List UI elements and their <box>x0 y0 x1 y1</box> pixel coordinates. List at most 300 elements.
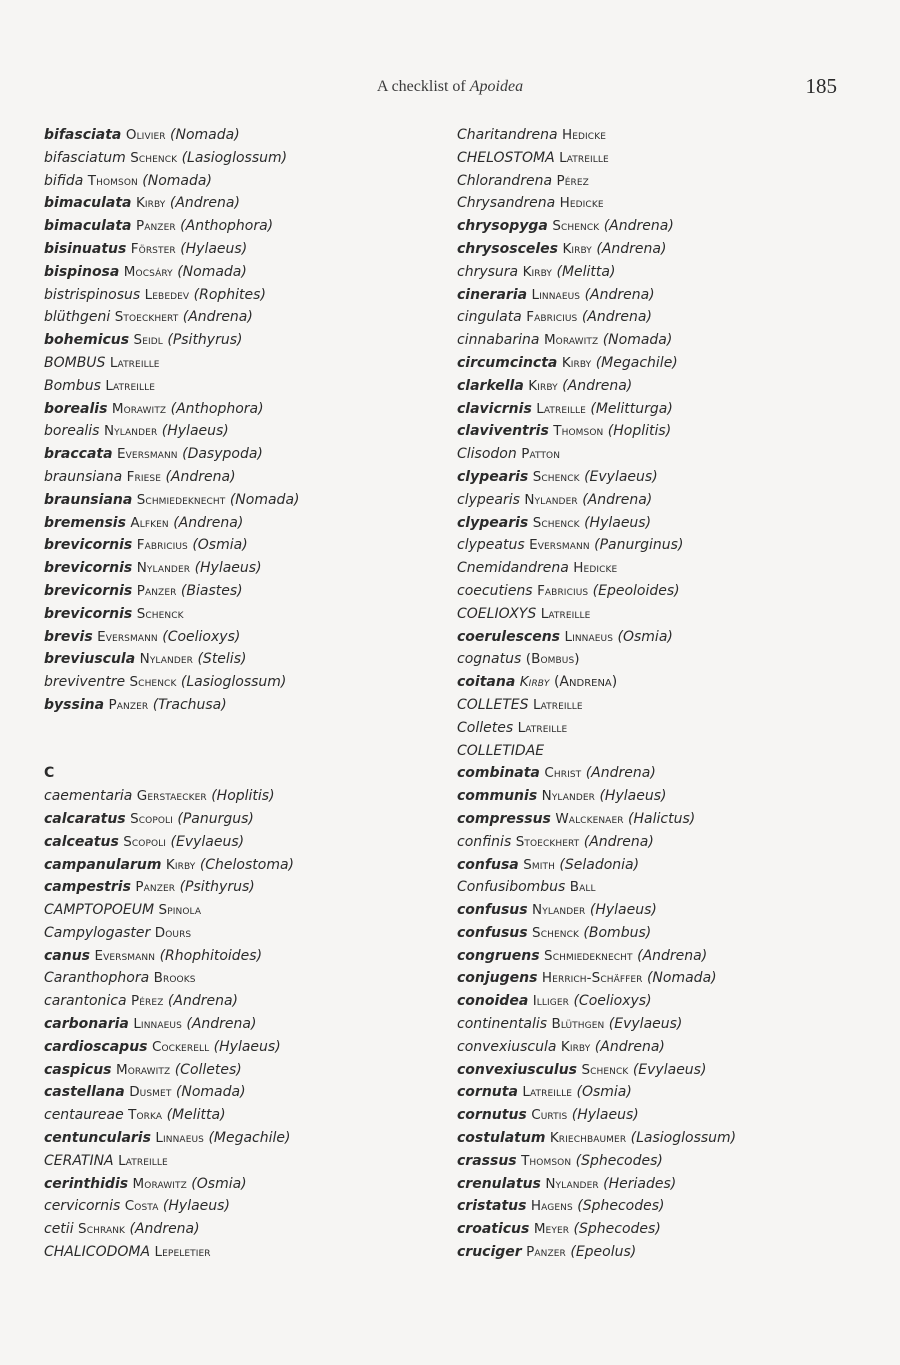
taxon-author: Lepeletier <box>154 1244 211 1261</box>
checklist-entry <box>457 876 877 899</box>
taxon-author: Thomson <box>521 1152 572 1169</box>
taxon-name: confinis <box>457 833 512 850</box>
checklist-entry <box>44 694 444 717</box>
taxon-genus: (Melitta) <box>166 1107 226 1124</box>
checklist-entry <box>44 603 444 626</box>
taxon-author: Stoeckhert <box>114 309 179 326</box>
taxon-author: Kriechbaumer <box>549 1130 627 1147</box>
checklist-entry <box>457 261 877 284</box>
checklist-entry <box>44 375 444 398</box>
checklist-entry <box>457 306 877 329</box>
taxon-genus: (Nomada) <box>646 970 717 987</box>
checklist-entry <box>457 512 877 535</box>
taxon-author: Latreille <box>109 354 160 371</box>
checklist-entry <box>457 192 877 215</box>
taxon-name: braccata <box>44 446 113 463</box>
taxon-genus: (Biastes) <box>180 582 243 599</box>
taxon-genus: (Hoplitis) <box>211 788 275 805</box>
checklist-entry <box>44 1104 444 1127</box>
taxon-name: clypearis <box>457 514 529 531</box>
checklist-entry <box>457 534 877 557</box>
taxon-author: Herrich-Schäffer <box>541 970 643 987</box>
taxon-genus: (Andrena) <box>169 195 240 212</box>
taxon-author: Kirby <box>522 263 553 280</box>
checklist-entry <box>457 854 877 877</box>
checklist-entry <box>44 1059 444 1082</box>
taxon-name: coecutiens <box>457 582 533 599</box>
taxon-author: (Bombus) <box>525 651 580 668</box>
taxon-author: Blüthgen <box>551 1016 605 1033</box>
checklist-entry <box>44 1173 444 1196</box>
taxon-genus: (Melitturga) <box>590 400 673 417</box>
checklist-entry <box>44 443 444 466</box>
taxon-genus: (Evylaeus) <box>584 468 658 485</box>
taxon-name: Colletes <box>457 719 514 736</box>
taxon-author: Nylander <box>103 423 158 440</box>
taxon-author: Latreille <box>105 377 156 394</box>
taxon-genus: (Osmia) <box>192 537 248 554</box>
taxon-author: Schmiedeknecht <box>544 947 633 964</box>
checklist-entry <box>44 466 444 489</box>
taxon-name: brevicornis <box>44 605 133 622</box>
checklist-entry <box>44 124 444 147</box>
taxon-author: Friese <box>126 468 161 485</box>
taxon-author: Linnaeus <box>531 286 581 303</box>
taxon-name: borealis <box>44 400 108 417</box>
checklist-entry <box>457 785 877 808</box>
taxon-name: campanularum <box>44 856 162 873</box>
taxon-name: combinata <box>457 765 540 782</box>
checklist-entry <box>457 603 877 626</box>
taxon-genus: (Osmia) <box>617 628 673 645</box>
taxon-name: brevis <box>44 628 93 645</box>
running-title <box>0 78 900 96</box>
checklist-entry <box>44 238 444 261</box>
checklist-entry <box>44 215 444 238</box>
page-number: 185 <box>805 74 837 98</box>
taxon-author: Eversmann <box>94 947 156 964</box>
taxon-author: Patton <box>521 446 561 463</box>
taxon-genus: (Sphecodes) <box>573 1221 661 1238</box>
taxon-author: Schenck <box>130 149 178 166</box>
taxon-name: circumcincta <box>457 354 558 371</box>
taxon-name: cognatus <box>457 651 522 668</box>
checklist-entry <box>457 671 877 694</box>
checklist-entry <box>457 1104 877 1127</box>
running-title-prefix: A checklist of <box>376 78 470 95</box>
taxon-name: braunsiana <box>44 468 123 485</box>
taxon-author: Scopoli <box>123 833 167 850</box>
taxon-genus: (Andrena) <box>583 833 654 850</box>
taxon-genus: (Hylaeus) <box>162 1198 230 1215</box>
checklist-entry <box>457 1036 877 1059</box>
taxon-genus: (Evylaeus) <box>608 1016 683 1033</box>
taxon-genus: (Andrena) <box>186 1016 257 1033</box>
taxon-genus: (Lasioglossum) <box>630 1130 737 1147</box>
taxon-author: Latreille <box>118 1152 168 1169</box>
checklist-entry <box>44 785 444 808</box>
checklist-entry <box>457 648 877 671</box>
taxon-name: bifasciata <box>44 127 122 143</box>
taxon-genus: (Andrena) <box>562 377 633 394</box>
taxon-name: bremensis <box>44 514 126 531</box>
taxon-name: bifida <box>44 172 84 189</box>
taxon-author: Schenck <box>581 1061 629 1078</box>
taxon-name: borealis <box>44 423 100 440</box>
taxon-name: bisinuatus <box>44 240 127 257</box>
checklist-entry <box>44 1127 444 1150</box>
running-title-taxon: Apoidea <box>469 78 524 95</box>
taxon-author: Latreille <box>536 400 586 417</box>
taxon-name: clarkella <box>457 377 524 394</box>
checklist-entry <box>44 489 444 512</box>
taxon-name: campestris <box>44 879 131 896</box>
taxon-genus: (Osmia) <box>191 1175 247 1192</box>
taxon-name: caementaria <box>44 788 133 805</box>
taxon-author: Pérez <box>556 172 589 189</box>
taxon-author: Fabricius <box>526 309 578 326</box>
taxon-author: Latreille <box>559 149 609 166</box>
checklist-entry <box>44 762 444 785</box>
checklist-entry <box>457 420 877 443</box>
checklist-entry <box>44 1036 444 1059</box>
taxon-name: CHELOSTOMA <box>457 149 555 166</box>
taxon-genus: (Panurgus) <box>177 810 254 827</box>
taxon-author: Panzer <box>108 696 149 713</box>
checklist-entry <box>44 1195 444 1218</box>
checklist-entry <box>457 626 877 649</box>
taxon-genus: (Anthophora) <box>170 400 264 417</box>
checklist-entry <box>44 967 444 990</box>
taxon-name: convexiusculus <box>457 1061 577 1078</box>
taxon-author: Panzer <box>136 582 177 599</box>
taxon-genus: (Hylaeus) <box>213 1038 281 1055</box>
page-header <box>0 76 900 100</box>
taxon-name: continentalis <box>457 1016 548 1033</box>
checklist-entry <box>44 534 444 557</box>
taxon-genus: (Andrena) <box>637 947 708 964</box>
taxon-author: Smith <box>523 856 555 873</box>
taxon-name: crassus <box>457 1152 517 1169</box>
taxon-author: Latreille <box>522 1084 573 1101</box>
taxon-genus: (Andrena) <box>582 491 653 508</box>
taxon-name: COLLETIDAE <box>457 742 545 759</box>
taxon-author: Fabricius <box>136 537 188 554</box>
taxon-author: Torka <box>128 1107 163 1124</box>
taxon-name: cineraria <box>457 286 528 303</box>
taxon-author: Morawitz <box>543 332 599 349</box>
taxon-name: croaticus <box>457 1221 530 1238</box>
taxon-author: Dusmet <box>129 1084 172 1101</box>
taxon-name: coerulescens <box>457 628 561 645</box>
taxon-genus: (Halictus) <box>628 810 696 827</box>
taxon-author: Linnaeus <box>155 1130 204 1147</box>
taxon-name: CERATINA <box>44 1152 114 1169</box>
taxon-author: Nylander <box>136 560 191 577</box>
taxon-name: Confusibombus <box>457 879 566 896</box>
taxon-genus: (Andrena) <box>584 286 655 303</box>
taxon-author: Cockerell <box>151 1038 210 1055</box>
taxon-genus: (Evylaeus) <box>170 833 245 850</box>
checklist-entry <box>457 580 877 603</box>
taxon-author: Schenck <box>532 514 580 531</box>
taxon-name: Campylogaster <box>44 924 151 941</box>
taxon-genus: (Nomada) <box>170 127 240 143</box>
taxon-genus: (Bombus) <box>583 924 652 941</box>
taxon-name: castellana <box>44 1084 125 1101</box>
checklist-entry <box>44 1013 444 1036</box>
taxon-genus: (Andrena) <box>167 993 239 1010</box>
taxon-author: Kirby <box>519 674 550 691</box>
taxon-name: Caranthophora <box>44 970 150 987</box>
taxon-genus: (Stelis) <box>197 651 247 668</box>
taxon-name: bimaculata <box>44 195 132 212</box>
checklist-entry <box>457 1013 877 1036</box>
checklist-entry <box>44 648 444 671</box>
checklist-entry <box>457 808 877 831</box>
taxon-genus: (Hylaeus) <box>180 240 248 257</box>
checklist-entry <box>457 717 877 740</box>
section-heading: C <box>44 765 55 782</box>
taxon-genus: (Lasioglossum) <box>181 149 288 166</box>
taxon-name: conjugens <box>457 970 538 987</box>
taxon-author: Ball <box>569 879 596 896</box>
taxon-name: cardioscapus <box>44 1038 148 1055</box>
checklist-entry <box>457 762 877 785</box>
taxon-genus: (Hoplitis) <box>607 423 672 440</box>
checklist-entry <box>44 922 444 945</box>
taxon-genus: (Heriades) <box>603 1175 677 1192</box>
taxon-genus: (Andrena) <box>603 218 674 235</box>
checklist-entry <box>457 1059 877 1082</box>
taxon-genus: (Melitta) <box>556 263 616 280</box>
taxon-author: Olivier <box>125 127 166 143</box>
taxon-author: Christ <box>544 765 582 782</box>
taxon-author: Lebedev <box>144 286 190 303</box>
taxon-genus: (Andrena) <box>129 1221 200 1238</box>
checklist-entry <box>457 466 877 489</box>
checklist-entry <box>457 1081 877 1104</box>
taxon-author: Seidl <box>133 332 163 349</box>
checklist-entry <box>457 1173 877 1196</box>
taxon-name: communis <box>457 788 538 805</box>
taxon-genus: (Hylaeus) <box>599 788 667 805</box>
taxon-author: Latreille <box>540 605 591 622</box>
taxon-genus: (Trachusa) <box>152 696 227 713</box>
taxon-genus: (Colletes) <box>174 1061 242 1078</box>
checklist-entry <box>457 1241 877 1264</box>
taxon-genus: (Dasypoda) <box>182 446 263 463</box>
checklist-entry <box>457 215 877 238</box>
checklist-entry <box>44 831 444 854</box>
taxon-name: clypeatus <box>457 537 525 554</box>
taxon-name: byssina <box>44 696 105 713</box>
checklist-entry <box>457 922 877 945</box>
taxon-name: clypearis <box>457 491 520 508</box>
taxon-name: COLLETES <box>457 696 529 713</box>
checklist-entry <box>457 375 877 398</box>
taxon-genus: (Megachile) <box>595 354 678 371</box>
taxon-author: Morawitz <box>111 400 167 417</box>
taxon-name: carbonaria <box>44 1016 129 1033</box>
checklist-entry <box>457 489 877 512</box>
taxon-author: Morawitz <box>132 1175 187 1192</box>
checklist-entry <box>457 557 877 580</box>
taxon-name: breviuscula <box>44 651 136 668</box>
taxon-author: Nylander <box>532 902 586 919</box>
taxon-name: crenulatus <box>457 1175 541 1192</box>
taxon-author: Thomson <box>553 423 604 440</box>
taxon-author: Hedicke <box>559 195 604 212</box>
taxon-name: convexiuscula <box>457 1038 557 1055</box>
checklist-entry <box>44 990 444 1013</box>
taxon-name: bimaculata <box>44 218 132 235</box>
checklist-entry <box>457 1150 877 1173</box>
taxon-name: blüthgeni <box>44 309 111 326</box>
checklist-entry <box>44 899 444 922</box>
taxon-genus: (Epeolus) <box>570 1244 637 1261</box>
taxon-name: calcaratus <box>44 810 126 827</box>
taxon-genus: (Andrena) <box>553 674 618 691</box>
checklist-entry <box>457 990 877 1013</box>
taxon-name: carantonica <box>44 993 127 1010</box>
checklist-entry <box>44 557 444 580</box>
checklist-entry <box>44 1241 444 1264</box>
taxon-name: Chrysandrena <box>457 195 556 212</box>
taxon-name: coitana <box>457 674 516 691</box>
checklist-entry <box>44 1218 444 1241</box>
taxon-author: Scopoli <box>130 810 173 827</box>
taxon-author: Walckenaer <box>555 810 624 827</box>
blank-line <box>44 717 444 763</box>
taxon-genus: (Psithyrus) <box>167 332 243 349</box>
taxon-author: Linnaeus <box>564 628 614 645</box>
taxon-genus: (Nomada) <box>142 172 212 189</box>
taxon-author: Nylander <box>541 788 596 805</box>
checklist-entry <box>44 808 444 831</box>
taxon-name: costulatum <box>457 1130 546 1147</box>
checklist-entry <box>44 192 444 215</box>
taxon-author: Latreille <box>532 696 583 713</box>
taxon-author: Kirby <box>528 377 558 394</box>
taxon-name: conoidea <box>457 993 529 1010</box>
checklist-entry <box>44 1150 444 1173</box>
taxon-author: Stoeckhert <box>515 833 580 850</box>
taxon-genus: (Nomada) <box>175 1084 246 1101</box>
checklist-entry <box>44 420 444 443</box>
checklist-entry <box>44 626 444 649</box>
taxon-genus: (Nomada) <box>177 263 247 280</box>
taxon-name: caspicus <box>44 1061 112 1078</box>
taxon-genus: (Megachile) <box>208 1130 291 1147</box>
checklist-entry <box>44 170 444 193</box>
taxon-genus: (Hylaeus) <box>571 1107 639 1124</box>
taxon-genus: (Andrena) <box>173 514 244 531</box>
taxon-author: Latreille <box>517 719 568 736</box>
taxon-author: Eversmann <box>117 446 178 463</box>
taxon-name: brevicornis <box>44 560 133 577</box>
taxon-name: cerinthidis <box>44 1175 129 1192</box>
taxon-name: bifasciatum <box>44 149 126 166</box>
taxon-author: Alfken <box>130 514 169 531</box>
checklist-entry <box>457 967 877 990</box>
taxon-author: Kirby <box>135 195 166 212</box>
taxon-name: cruciger <box>457 1244 522 1261</box>
taxon-name: clavicrnis <box>457 400 532 417</box>
taxon-author: Kirby <box>165 856 196 873</box>
taxon-author: Schenck <box>136 605 184 622</box>
taxon-genus: (Nomada) <box>229 491 300 508</box>
checklist-entry <box>44 876 444 899</box>
taxon-author: Förster <box>130 240 176 257</box>
taxon-author: Schrank <box>78 1221 126 1238</box>
taxon-name: bistrispinosus <box>44 286 141 303</box>
taxon-author: Illiger <box>532 993 569 1010</box>
taxon-author: Panzer <box>135 879 176 896</box>
checklist-entry <box>457 124 877 147</box>
taxon-author: Spinola <box>158 902 202 919</box>
taxon-name: BOMBUS <box>44 354 106 371</box>
taxon-genus: (Hylaeus) <box>584 514 652 531</box>
taxon-author: Schenck <box>532 924 579 941</box>
checklist-entry <box>457 238 877 261</box>
taxon-author: Kirby <box>560 1038 591 1055</box>
taxon-name: bohemicus <box>44 332 130 349</box>
taxon-genus: (Sphecodes) <box>577 1198 665 1215</box>
checklist-entry <box>44 352 444 375</box>
taxon-name: Bombus <box>44 377 101 394</box>
taxon-name: bispinosa <box>44 263 120 280</box>
taxon-author: Nylander <box>524 491 578 508</box>
taxon-name: cornutus <box>457 1107 527 1124</box>
taxon-name: confusus <box>457 902 528 919</box>
taxon-genus: (Nomada) <box>602 332 673 349</box>
taxon-author: Kirby <box>561 354 592 371</box>
taxon-author: Eversmann <box>97 628 158 645</box>
checklist-entry <box>457 147 877 170</box>
taxon-author: Eversmann <box>529 537 590 554</box>
checklist-entry <box>44 512 444 535</box>
taxon-name: Clisodon <box>457 446 517 463</box>
taxon-author: Schenck <box>552 218 600 235</box>
checklist-entry <box>457 1218 877 1241</box>
taxon-name: brevicornis <box>44 582 133 599</box>
checklist-entry <box>457 694 877 717</box>
taxon-author: Nylander <box>139 651 194 668</box>
checklist-entry <box>44 261 444 284</box>
checklist-entry <box>44 854 444 877</box>
taxon-name: COELIOXYS <box>457 605 537 622</box>
checklist-entry <box>44 945 444 968</box>
taxon-name: canus <box>44 947 91 964</box>
checklist-entry <box>44 306 444 329</box>
taxon-genus: (Andrena) <box>165 468 236 485</box>
taxon-name: centaureae <box>44 1107 124 1124</box>
checklist-entry <box>44 671 444 694</box>
taxon-name: breviventre <box>44 674 126 691</box>
taxon-genus: (Chelostoma) <box>199 856 295 873</box>
taxon-author: Meyer <box>533 1221 570 1238</box>
taxon-name: cinnabarina <box>457 332 540 349</box>
taxon-genus: (Andrena) <box>581 309 652 326</box>
taxon-author: Nylander <box>545 1175 599 1192</box>
taxon-name: CAMPTOPOEUM <box>44 902 155 919</box>
taxon-author: Costa <box>124 1198 159 1215</box>
taxon-author: Mocsáry <box>123 263 173 280</box>
taxon-name: Charitandrena <box>457 127 558 143</box>
taxon-name: confusa <box>457 856 519 873</box>
taxon-name: cristatus <box>457 1198 527 1215</box>
